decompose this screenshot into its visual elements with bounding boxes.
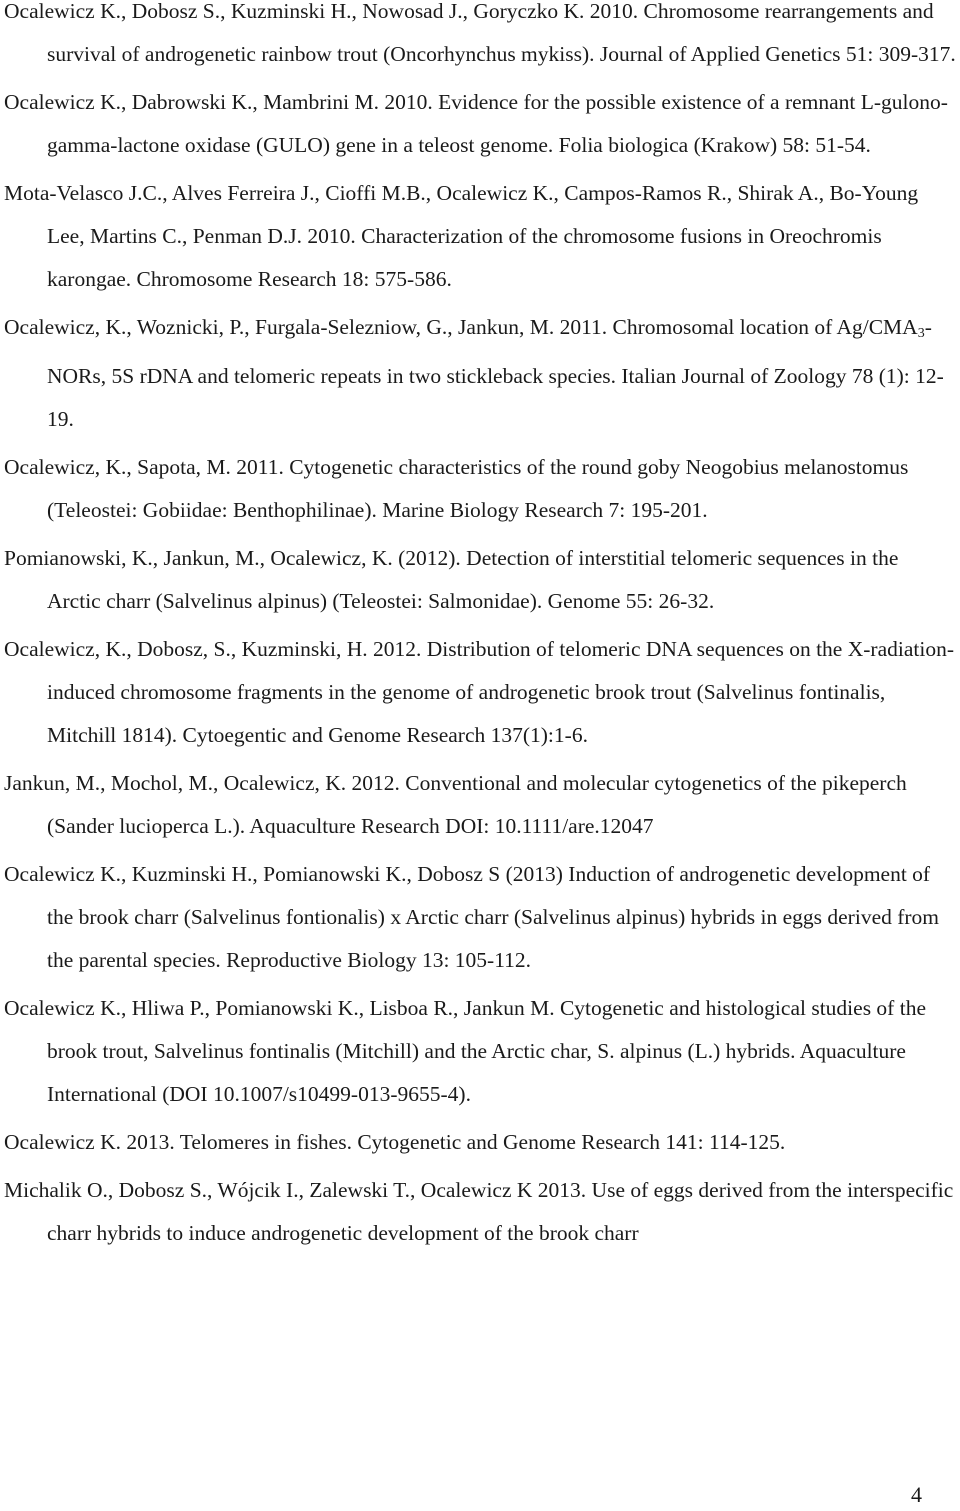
reference-item: Ocalewicz K., Hliwa P., Pomianowski K., Lisboa R., Jankun M. Cytogenetic and histological studies of the brook trout, Salvelinus fontinalis (Mitchill) and the Arctic char, S. alpinus (L.) hybrids. Aquaculture International (DOI 10.1007/s10499-013-9655-4). <box>4 996 926 1106</box>
reference-item: Mota-Velasco J.C., Alves Ferreira J., Cioffi M.B., Ocalewicz K., Campos-Ramos R., Shirak A., Bo-Young Lee, Martins C., Penman D.J. 2010. Characterization of the chromosome fusions in Oreochromis karongae. Chromosome Research 18: 575-586. <box>4 181 919 291</box>
reference-item: Ocalewicz K., Dobosz S., Kuzminski H., Nowosad J., Goryczko K. 2010. Chromosome rearrangements and survival of androgenetic rainbow trout (Oncorhynchus mykiss). Journal of Applied Genetics 51: 309-317. <box>4 0 956 66</box>
reference-item: Ocalewicz K. 2013. Telomeres in fishes. Cytogenetic and Genome Research 141: 114-125. <box>4 1130 786 1154</box>
reference-text: -NORs, 5S rDNA and telomeric repeats in two stickleback species. Italian Journal of Zoology 78 (1): 12-19. <box>47 315 944 431</box>
reference-item: Jankun, M., Mochol, M., Ocalewicz, K. 2012. Conventional and molecular cytogenetics of the pikeperch (Sander lucioperca L.). Aquaculture Research DOI: 10.1111/are.12047 <box>4 771 907 838</box>
reference-list <box>4 0 956 1260</box>
reference-item: Ocalewicz K., Kuzminski H., Pomianowski K., Dobosz S (2013) Induction of androgenetic development of the brook charr (Salvelinus fontionalis) x Arctic charr (Salvelinus alpinus) hybrids in eggs derived from the parental species. Reproductive Biology 13: 105-112. <box>4 862 940 972</box>
reference-item: Ocalewicz K., Dabrowski K., Mambrini M. 2010. Evidence for the possible existence of a remnant L-gulono-gamma-lactone oxidase (GULO) gene in a teleost genome. Folia biologica (Krakow) 58: 51-54. <box>4 90 948 157</box>
reference-text: Ocalewicz, K., Woznicki, P., Furgala-Selezniow, G., Jankun, M. 2011. Chromosomal location of Ag/CMA <box>4 315 918 339</box>
reference-item: Ocalewicz, K., Dobosz, S., Kuzminski, H. 2012. Distribution of telomeric DNA sequences on the X-radiation-induced chromosome fragments in the genome of androgenetic brook trout (Salvelinus fontinalis, Mitchill 1814). Cytoegentic and Genome Research 137(1):1-6. <box>4 637 954 747</box>
page-number: 4 <box>911 1482 922 1507</box>
reference-item: Michalik O., Dobosz S., Wójcik I., Zalewski T., Ocalewicz K 2013. Use of eggs derived from the interspecific charr hybrids to induce androgenetic development of the brook charr <box>4 1178 954 1245</box>
reference-item: Ocalewicz, K., Sapota, M. 2011. Cytogenetic characteristics of the round goby Neogobius melanostomus (Teleostei: Gobiidae: Benthophilinae). Marine Biology Research 7: 195-201. <box>4 455 909 522</box>
subscript: 3 <box>917 326 925 341</box>
reference-item: Pomianowski, K., Jankun, M., Ocalewicz, K. (2012). Detection of interstitial telomeric sequences in the Arctic charr (Salvelinus alpinus) (Teleostei: Salmonidae). Genome 55: 26-32. <box>4 546 899 613</box>
reference-item <box>4 306 956 441</box>
